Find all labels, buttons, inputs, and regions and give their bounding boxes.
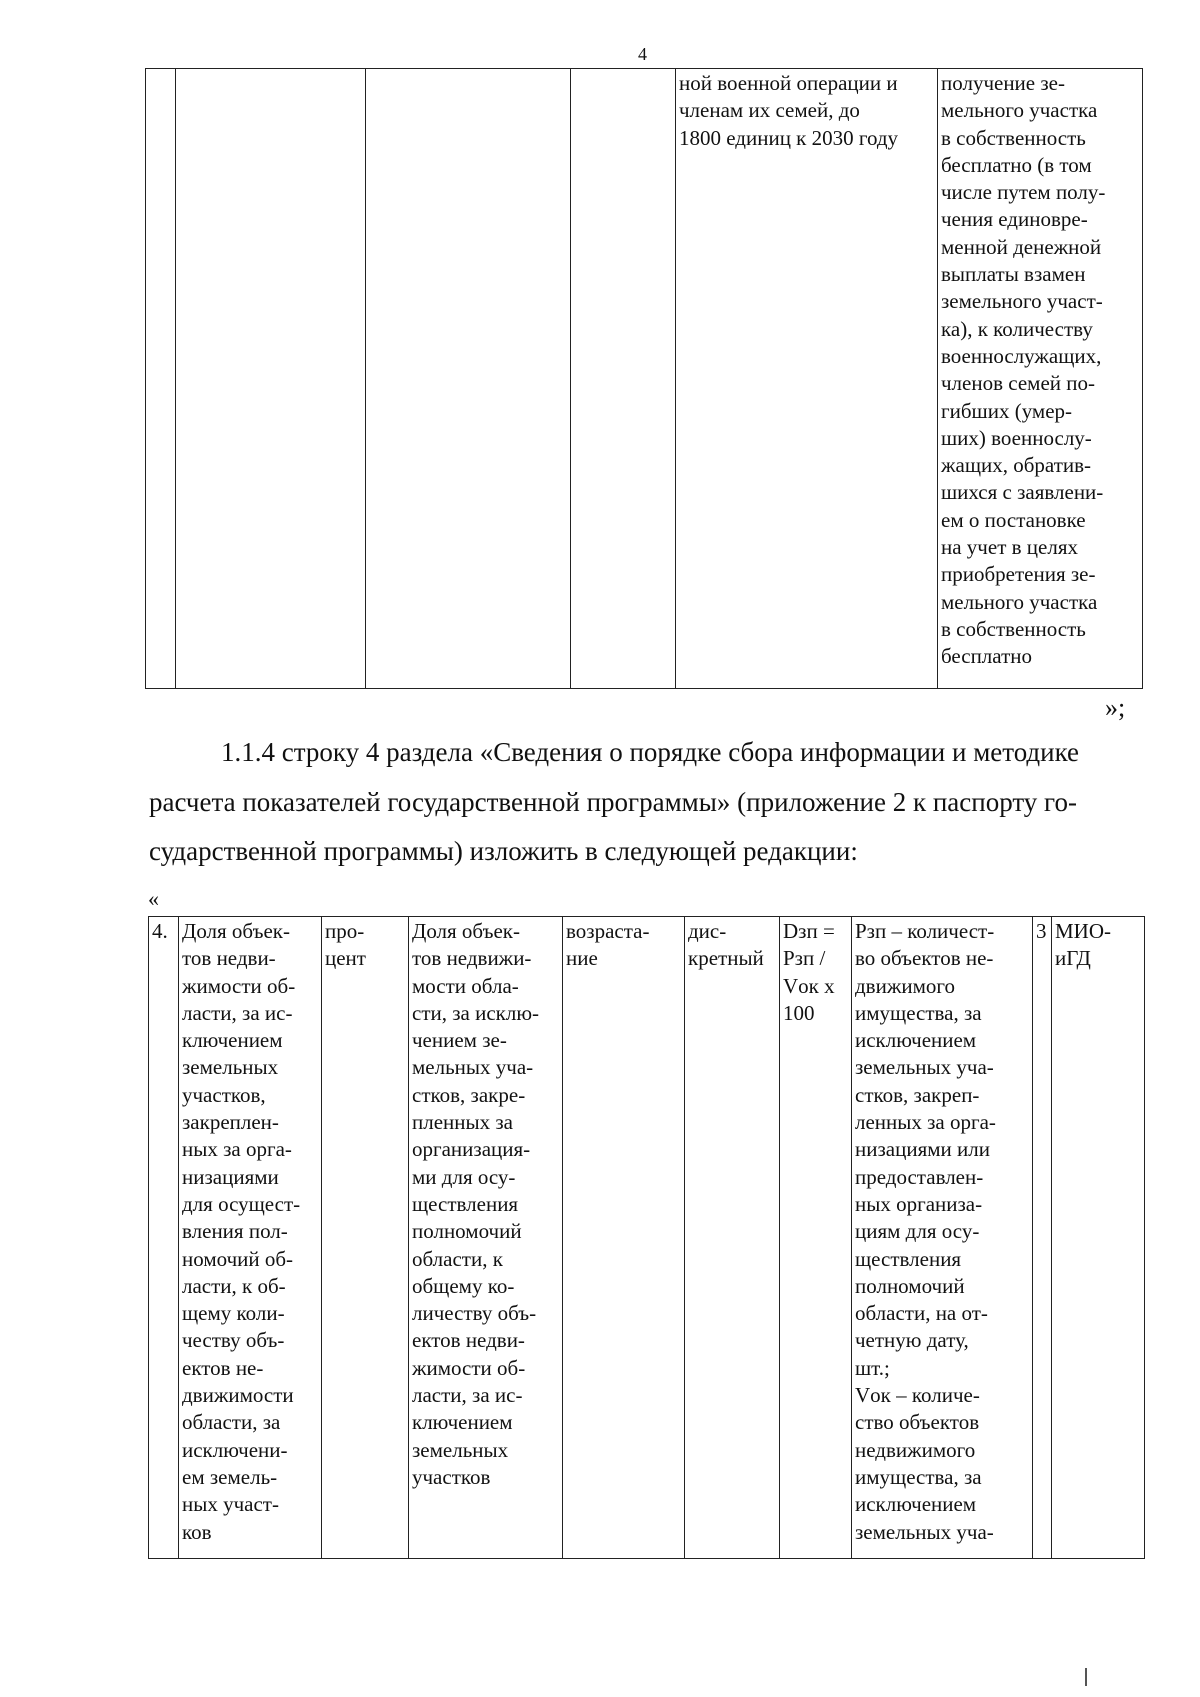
page-number: 4 <box>638 44 647 64</box>
amendment-paragraph <box>149 728 1139 877</box>
table-cell <box>571 69 676 689</box>
table-row <box>149 917 1145 1559</box>
scan-mark <box>1085 1668 1087 1686</box>
paragraph-line: расчета показателей государственной программы» (приложение 2 к паспорту го- <box>149 786 1077 817</box>
method-code-cell: 3 <box>1033 917 1052 1559</box>
responsible-cell: МИО- иГД <box>1052 917 1145 1559</box>
indicator-description-cell: ной военной операции и членам их семей, до 1800 единиц к 2030 году <box>676 69 938 689</box>
unit-cell: про- цент <box>322 917 409 1559</box>
table-cell <box>146 69 176 689</box>
definition-cell: Доля объек- тов недвижи- мости обла- сти, за исклю- чением зе- мельных уча- стков, закре- пленных за организация- ми для осу- ществления полномочий области, к общему ко- личеству объ- ектов недви- жимости об- ласти, за ис- ключением земельных участков <box>409 917 563 1559</box>
closing-quote: »; <box>1105 693 1126 722</box>
table-cell <box>176 69 366 689</box>
paragraph-line: 1.1.4 строку 4 раздела «Сведения о порядке сбора информации и методике <box>221 737 1080 767</box>
dynamics-cell: возраста- ние <box>563 917 685 1559</box>
opening-quote: « <box>148 886 159 911</box>
paragraph-line: сударственной программы) изложить в следующей редакции: <box>149 836 858 866</box>
calculation-note-cell: получение зе- мельного участка в собственность бесплатно (в том числе путем полу- чения единовре- менной денежной выплаты взамен земельного участ- ка), к количеству военнослужащих, членов семей по- гибших (умер- ших) военнослу- жащих, обратив- шихся с заявлени- ем о постановке на учет в целях приобретения зе- мельного участка в собственность бесплатно <box>938 69 1143 689</box>
type-cell: дис- кретный <box>685 917 780 1559</box>
table-row <box>146 69 1143 689</box>
table-cell <box>366 69 571 689</box>
variables-cell: Pзп – количест- во объектов не- движимого имущества, за исключением земельных уча- стков, закреп- ленных за орга- низациями или предоставлен- ных организа- циям для осу- ществления полномочий области, на от- четную дату, шт.; Vок – количе- ство объектов недвижимого имущества, за исключением земельных уча- <box>852 917 1033 1559</box>
row-number-cell: 4. <box>149 917 179 1559</box>
formula-cell: Dзп = Pзп / Vок x 100 <box>780 917 852 1559</box>
continued-table <box>145 68 1143 689</box>
indicator-name-cell: Доля объек- тов недви- жимости об- ласти, за ис- ключением земельных участков, закреплен- ных за орга- низациями для осущест- вления пол- номочий об- ласти, к об- щему коли- честву объ- ектов не- движимости области, за исключени- ем земель- ных участ- ков <box>179 917 322 1559</box>
indicator-table <box>148 916 1145 1559</box>
